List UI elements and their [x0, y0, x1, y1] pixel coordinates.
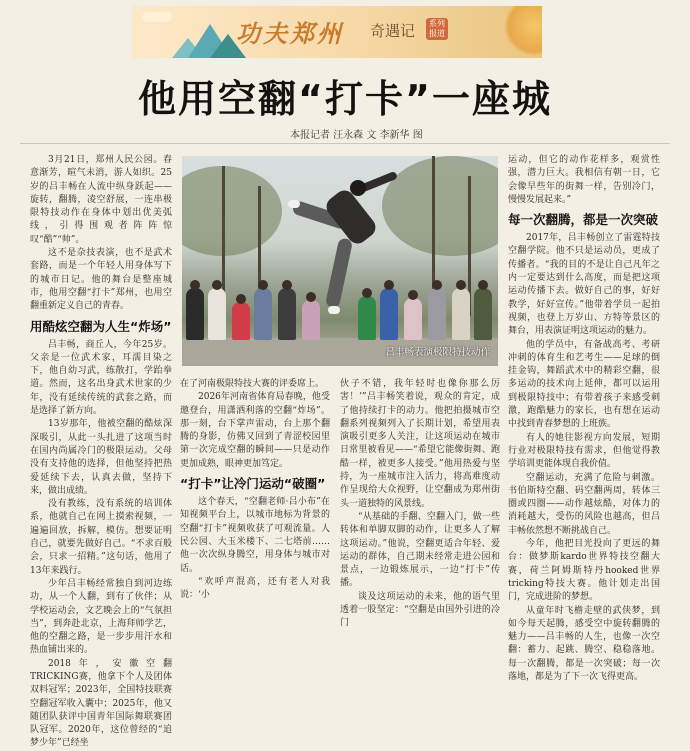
paragraph: 2017年，吕丰畅创立了雷霆特技空翻学院。他不只是运动员，更成了传播者。“我的目的不是让自己凡年之内一定要达到什么高度，而是把这项运动传播下去。做好自己的事，好好教学，好好宣传。”他带着学员一起拍视频，也登上万岁山、方特等景区的舞台，用表演证明这项运动的魅力。 — [508, 233, 660, 337]
article-column-3 — [340, 378, 500, 631]
section-heading: 用酷炫空翻为人生“炸场” — [30, 318, 172, 334]
banner-subtitle: 奇遇记 — [370, 22, 416, 40]
column-banner — [132, 6, 542, 58]
athlete-shoe — [328, 306, 340, 314]
spectator — [186, 288, 204, 340]
article-column-2 — [180, 378, 330, 602]
spectator-head — [456, 280, 466, 290]
sun-decoration — [504, 6, 542, 56]
paragraph: 谈及这项运动的未来，他的语气里透着一股坚定：“空翻是由国外引进的冷门 — [340, 591, 500, 629]
byline: 本报记者 汪永森 文 李新华 图 — [290, 130, 423, 141]
paragraph: 伙子不错，我年轻时也像你那么厉害！’”吕丰畅笑着说，观众的肯定，成了他持续打卡的动力。他把拍摄城市空翻系列视频列入了长期计划，希望用表演吸引更多人关注，让这项运动在城市日常里被看见——“希望它能像街舞、跑酷一样，被更多人接受。”他用热爱与坚持，为一座城市注入活力，将高难度动作呈现给大众视野，让空翻成为郑州街头一道独特的风景线。 — [340, 379, 500, 509]
news-photo — [182, 156, 498, 366]
spectator — [452, 288, 470, 340]
paragraph: 这个春天，“空翻老师·吕小布”在知视频平台上，以城市地标为背景的空翻“打卡”视频收获了可观流量。人民公园、大玉米楼下、二七塔前……他一次次纵身腾空，用身体与城市对话。 — [180, 497, 330, 574]
spectator — [474, 288, 492, 340]
spectator-head — [282, 280, 292, 290]
spectator — [358, 296, 376, 340]
spectator — [278, 288, 296, 340]
spectator-head — [236, 294, 246, 304]
spectator — [380, 288, 398, 340]
spectator-head — [362, 288, 372, 298]
paragraph: 在了河南极限特技大赛的评委席上。 — [180, 379, 325, 389]
paragraph: 这不是杂技表演，也不是武术套路，而是一个年轻人用身体写下的城市日记。他的舞台是整座城市，他用空翻“打卡”郑州，也用空翻重新定义自己的青春。 — [30, 248, 172, 312]
spectator — [208, 288, 226, 340]
paragraph: “欢呼声混高，还有老人对我说：‘小 — [180, 576, 330, 601]
cloud-decoration — [142, 12, 172, 22]
divider — [20, 143, 670, 144]
paragraph: 他的学员中，有备战高考、考研冲刺的体育生和艺考生——足球的倒挂金钩，舞蹈武术中的精彩空翻，很多运动的技术向上延伸，都可以运用到极限特技中；有带着孩子来感受刺激，跑酷魅力的家长，也有想在运动中找到青春梦想的上班族。 — [508, 339, 660, 430]
banner-title: 功夫郑州 — [236, 19, 344, 48]
paragraph: 没有教练，没有系统的培训体系，他就自己在网上摸索视频，一遍遍回放，拆解，模仿。想要证明自己，就要先做好自己。“不求百般会，只求一招精。”这句话，他用了13年来践行。 — [30, 499, 172, 576]
headline: 他用空翻“打卡”一座城 — [138, 77, 552, 121]
athlete-shoe — [288, 200, 300, 208]
paragraph: “从基础的手翻、空翻入门，做一些转体和单脚双脚的动作，让更多人了解这项运动。”他说，空翻更适合年轻、爱运动的群体，自己期未经常走进公园和景点，一边锻炼展示，一边“打卡”传播。 — [340, 511, 500, 589]
spectator — [428, 288, 446, 340]
spectator-head — [384, 280, 394, 290]
photo-caption: 吕丰畅表演极限特技动作 — [385, 347, 490, 358]
paragraph: 吕丰畅，商丘人，今年25岁。父亲是一位武术家，耳濡目染之下，他自幼习武，练散打，学跆拳道。然而，这名出身武术世家的少年，没有延续传统的武套之路，而是选择了新方向。 — [30, 339, 172, 417]
paragraph: 空翻运动，充满了危险与刺激。书伯斯特空翻、码空翻两周，转体三圈或四圈——动作越炫酷，对体力的消耗越大，受伤的风险也越高，但吕丰畅依然想不断挑战自己。 — [508, 472, 660, 536]
paragraph: 2018年，安徽空翻TRICKING赛，他拿下个人及团体双料冠军；2023年，全国特技联赛空翻冠军收入囊中；2025年，他又随团队获评中国青年国际舞联赛团队冠军。2020年，这位曾经的“追梦少年”已经坐 — [30, 658, 172, 749]
series-tag: 系列报道 — [426, 18, 448, 40]
section-heading: 每一次翻腾，都是一次突破 — [508, 212, 659, 228]
athlete-head — [350, 180, 366, 196]
tree-foliage — [382, 156, 498, 256]
spectator-head — [306, 292, 316, 302]
paragraph: 3月21日，郑州人民公园。春意渐芳，暄气未消，游人如织。25岁的吕丰畅在人流中纵身跃起——旋转，翻腾，凌空舒展，一连串极限特技动作在身体中划出优美弧线，引得围观者阵阵惊叹“酷”“帅”。 — [30, 155, 172, 245]
athlete-body — [323, 186, 380, 247]
spectator — [404, 298, 422, 340]
paragraph: 2026年河南省体育局春晚，他受邀登台，用潇洒利落的空翻“炸场”。那一刻，台下掌声雷动，台上那个翻腾的身影，仿佛又回到了青涩校园里第一次完成空翻的瞬间——只是动作更加成熟，眼神更加笃定。 — [180, 392, 330, 469]
spectator-head — [258, 280, 268, 290]
spectator — [254, 288, 272, 340]
article-column-1 — [30, 154, 172, 751]
paragraph: 今年，他把目光投向了更远的舞台：做梦斯kardo世界特技空翻大赛，荷兰阿姆斯特丹hooked世界tricking特技大赛。他计划走出国门，完成进阶的梦想。 — [508, 539, 660, 603]
paragraph: 有人的她往影视方向发展，短期行业对极限特技有需求，但他觉得教学培训更能体现自我价值。 — [508, 432, 660, 470]
tree-foliage — [182, 166, 282, 256]
paragraph: 从童年时飞檐走壁的武侠梦，到如今每天起腾，感受空中旋转翻腾的魅力——吕丰畅的人生，也像一次空翻：蓄力、起跳、腾空、稳稳落地。每一次翻腾，都是一次突破；每一次落地，都是为了下一次飞得更高。 — [508, 605, 660, 682]
spectator-head — [190, 280, 200, 290]
spectator — [302, 300, 320, 340]
spectator-head — [212, 280, 222, 290]
paragraph: 运动，但它的动作花样多，观赏性强，潜力巨大。我相信有朝一日，它会像早些年的街舞一样，告别冷门，慢慢发展起来。” — [508, 155, 660, 205]
spectator — [232, 302, 250, 340]
paragraph: 13岁那年，他被空翻的酷炫深深吸引，从此一头扎进了这项当时在国内尚属冷门的极限运动。父母没有支持他的选择，但他坚持把热爱延续下去，认真去做，坚持下来，做出成绩。 — [30, 419, 172, 496]
spectator-head — [408, 290, 418, 300]
spectator-head — [478, 280, 488, 290]
section-heading: “打卡”让冷门运动“破圈” — [180, 476, 326, 492]
paragraph: 少年吕丰畅经常独自到河边练功，从一个人翻，到有了伙伴；从学校运动会，文艺晚会上的“气氛担当”，到奔赴北京，上海拜师学艺，他的空翻之路，是一步步用汗水和热血铺出来的。 — [30, 578, 172, 656]
article-column-4 — [508, 154, 660, 684]
spectator-head — [432, 280, 442, 290]
athlete-leg — [325, 237, 353, 308]
